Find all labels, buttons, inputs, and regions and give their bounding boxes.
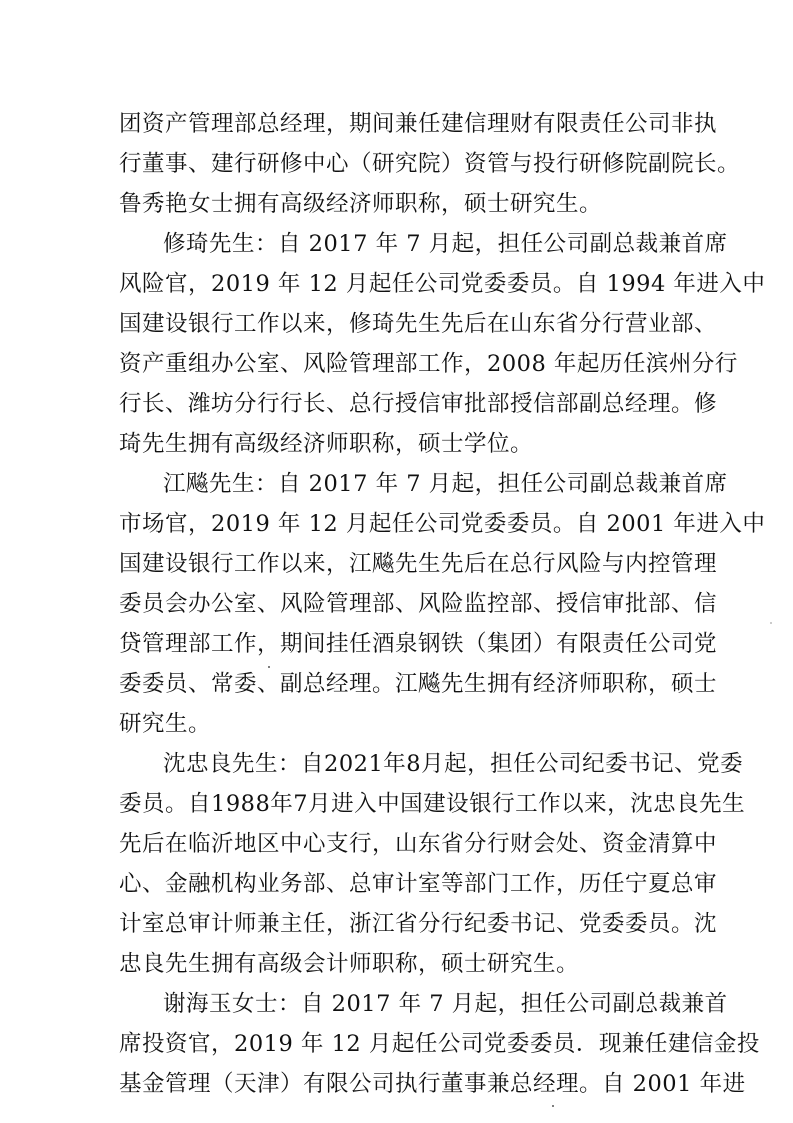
scan-speck [552,1105,554,1107]
scan-speck [770,622,772,624]
text-line: 委员会办公室、风险管理部、风险监控部、授信审批部、信 [119,591,718,617]
text-line: 国建设银行工作以来，江飚先生先后在总行风险与内控管理 [119,551,718,577]
text-line: 琦先生拥有高级经济师职称，硕士学位。 [119,431,534,457]
text-line: 研究生。 [119,711,212,737]
paragraph-start-line: 修琦先生：自 2017 年 7 月起，担任公司副总裁兼首席 [163,231,728,257]
text-line: 国建设银行工作以来，修琦先生先后在山东省分行营业部、 [119,311,718,337]
text-line: 席投资官，2019 年 12 月起任公司党委委员．现兼任建信金投 [119,1031,760,1057]
paragraph-start-line: 谢海玉女士：自 2017 年 7 月起，担任公司副总裁兼首 [163,991,728,1017]
text-line: 计室总审计师兼主任，浙江省分行纪委书记、党委委员。沈 [119,911,718,937]
text-line: 行长、潍坊分行行长、总行授信审批部授信部副总经理。修 [119,391,718,417]
text-line: 团资产管理部总经理，期间兼任建信理财有限责任公司非执 [119,111,718,137]
text-line: 行董事、建行研修中心（研究院）资管与投行研修院副院长。 [119,151,741,177]
paragraph-start-line: 江飚先生：自 2017 年 7 月起，担任公司副总裁兼首席 [163,471,728,497]
paragraph-start-line: 沈忠良先生：自2021年8月起，担任公司纪委书记、党委 [163,751,744,777]
text-line: 忠良先生拥有高级会计师职称，硕士研究生。 [119,951,580,977]
text-line: 委员。自1988年7月进入中国建设银行工作以来，沈忠良先生 [119,791,746,817]
text-line: 风险官，2019 年 12 月起任公司党委委员。自 1994 年进入中 [119,271,766,297]
text-line: 资产重组办公室、风险管理部工作，2008 年起历任滨州分行 [119,351,738,377]
text-line: 心、金融机构业务部、总审计室等部门工作，历任宁夏总审 [119,871,718,897]
text-line: 委委员、常委、副总经理。江飚先生拥有经济师职称，硕士 [119,671,718,697]
text-line: 基金管理（天津）有限公司执行董事兼总经理。自 2001 年进 [119,1071,746,1097]
text-line: 市场官，2019 年 12 月起任公司党委委员。自 2001 年进入中 [119,511,766,537]
scan-speck [268,666,270,668]
text-line: 鲁秀艳女士拥有高级经济师职称，硕士研究生。 [119,191,603,217]
text-line: 贷管理部工作，期间挂任酒泉钢铁（集团）有限责任公司党 [119,631,718,657]
text-line: 先后在临沂地区中心支行，山东省分行财会处、资金清算中 [119,831,718,857]
